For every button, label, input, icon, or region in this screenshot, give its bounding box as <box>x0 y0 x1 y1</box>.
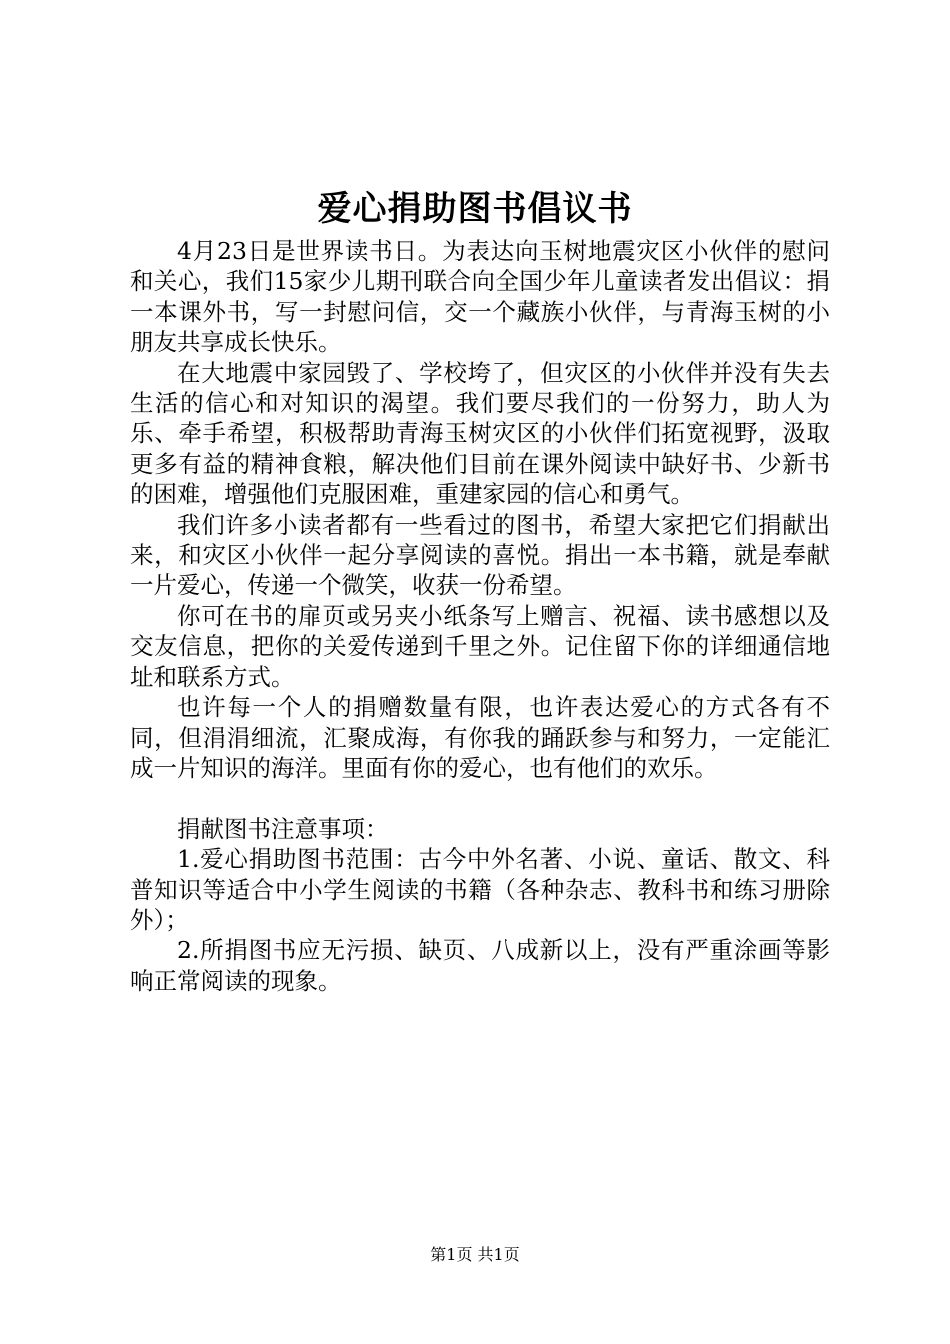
page-footer: 第1页 共1页 <box>430 1245 520 1264</box>
paragraph: 在大地震中家园毁了、学校垮了，但灾区的小伙伴并没有失去生活的信心和对知识的渴望。我们要尽我们的一份努力，助人为乐、牵手希望，积极帮助青海玉树灾区的小伙伴们拓宽视野，汲取更多有益的精神食粮，解决他们目前在课外阅读中缺好书、少新书的困难，增强他们克服困难，重建家园的信心和勇气。 <box>130 358 830 509</box>
paragraph-spacer <box>130 783 830 813</box>
paragraph: 你可在书的扉页或另夹小纸条写上赠言、祝福、读书感想以及交友信息，把你的关爱传递到千里之外。记住留下你的详细通信地址和联系方式。 <box>130 601 830 691</box>
note-item: 2.所捐图书应无污损、缺页、八成新以上，没有严重涂画等影响正常阅读的现象。 <box>130 936 830 995</box>
paragraph: 也许每一个人的捐赠数量有限，也许表达爱心的方式各有不同，但涓涓细流，汇聚成海，有你我的踊跃参与和努力，一定能汇成一片知识的海洋。里面有你的爱心，也有他们的欢乐。 <box>130 693 830 782</box>
paragraph: 我们许多小读者都有一些看过的图书，希望大家把它们捐献出来，和灾区小伙伴一起分享阅读的喜悦。捐出一本书籍，就是奉献一片爱心，传递一个微笑，收获一份希望。 <box>130 510 830 600</box>
notes-heading: 捐献图书注意事项： <box>177 814 389 843</box>
note-item: 1.爱心捐助图书范围：古今中外名著、小说、童话、散文、科普知识等适合中小学生阅读的书籍（各种杂志、教科书和练习册除外）； <box>130 845 830 934</box>
document-body <box>130 236 830 996</box>
paragraph: 4月23日是世界读书日。为表达向玉树地震灾区小伙伴的慰问和关心，我们15家少儿期刊联合向全国少年儿童读者发出倡议：捐一本课外书，写一封慰问信，交一个藏族小伙伴，与青海玉树的小朋友共享成长快乐。 <box>130 237 830 357</box>
document-title: 爱心捐助图书倡议书 <box>317 189 633 229</box>
